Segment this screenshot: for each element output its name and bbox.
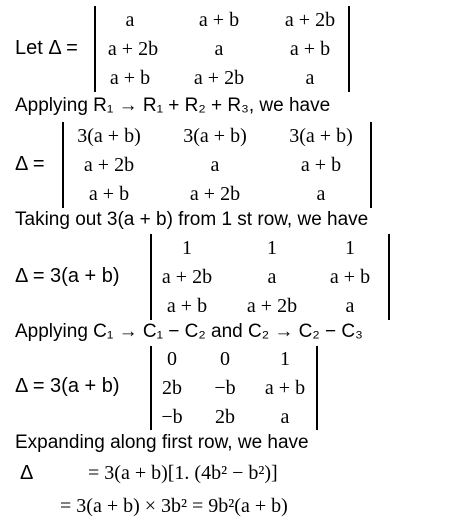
det3-r3c3: a: [345, 295, 355, 317]
det1-right-bar: [348, 6, 350, 92]
determinant-1: [94, 6, 350, 92]
det1-r1c2: a + b: [198, 9, 240, 31]
det4-r3c2: 2b: [215, 406, 235, 428]
det4-r1c3: 1: [280, 348, 290, 370]
det1-r2c3: a + b: [289, 38, 331, 60]
result-1-rhs: = 3(a + b)[1. (4b² − b²)]: [88, 462, 278, 484]
det2-r1c3: 3(a + b): [289, 125, 353, 147]
det1-r1c3: a + 2b: [284, 9, 336, 31]
result-2: = 3(a + b) × 3b² = 9b²(a + b): [60, 495, 288, 517]
result-1-lhs: Δ: [20, 462, 34, 484]
step-3-text: Applying C₁ → C₁ − C₂ and C₂ → C₂ − C₃: [15, 321, 363, 342]
det2-r2c2: a: [210, 154, 220, 176]
det2-r3c2: a + 2b: [189, 183, 241, 205]
det1-r3c1: a + b: [109, 67, 151, 89]
det4-r2c2: −b: [214, 377, 236, 399]
det2-r3c3: a: [316, 183, 326, 205]
det2-right-bar: [370, 122, 372, 208]
det4-r2c3: a + b: [264, 377, 306, 399]
det3-r3c1: a + b: [166, 295, 208, 317]
det4-r3c3: a: [280, 406, 290, 428]
det3-right-bar: [388, 234, 390, 320]
determinant-3: [150, 234, 390, 320]
det4-right-bar: [316, 346, 318, 430]
det2-r2c1: a + 2b: [83, 154, 135, 176]
step-1-text: Applying R₁ → R₁ + R₂ + R₃, we have: [15, 95, 331, 116]
det4-label: Δ = 3(a + b): [15, 375, 120, 397]
det4-r3c1: −b: [161, 406, 183, 428]
det2-r1c2: 3(a + b): [183, 125, 247, 147]
det1-left-bar: [94, 6, 96, 92]
det1-r3c3: a: [305, 67, 315, 89]
det1-r2c2: a: [214, 38, 224, 60]
determinant-2: [62, 122, 372, 208]
det3-r1c1: 1: [182, 237, 192, 259]
det3-r2c2: a: [267, 266, 277, 288]
det3-r2c3: a + b: [329, 266, 371, 288]
det2-r2c3: a + b: [300, 154, 342, 176]
det3-r2c1: a + 2b: [161, 266, 213, 288]
det1-r3c2: a + 2b: [193, 67, 245, 89]
det3-r1c2: 1: [267, 237, 277, 259]
det4-r2c1: 2b: [162, 377, 182, 399]
det1-r2c1: a + 2b: [107, 38, 159, 60]
det2-r3c1: a + b: [88, 183, 130, 205]
step-2-text: Taking out 3(a + b) from 1 st row, we have: [15, 209, 369, 230]
det4-r1c1: 0: [167, 348, 177, 370]
det3-r3c2: a + 2b: [246, 295, 298, 317]
det1-r1c1: a: [125, 9, 135, 31]
det4-r1c2: 0: [220, 348, 230, 370]
det2-r1c1: 3(a + b): [77, 125, 141, 147]
det2-label: Δ =: [15, 153, 45, 175]
det1-label: Let Δ =: [15, 37, 78, 59]
det3-r1c3: 1: [345, 237, 355, 259]
det3-label: Δ = 3(a + b): [15, 265, 120, 287]
step-4-text: Expanding along first row, we have: [15, 432, 309, 453]
determinant-4: [150, 346, 318, 430]
